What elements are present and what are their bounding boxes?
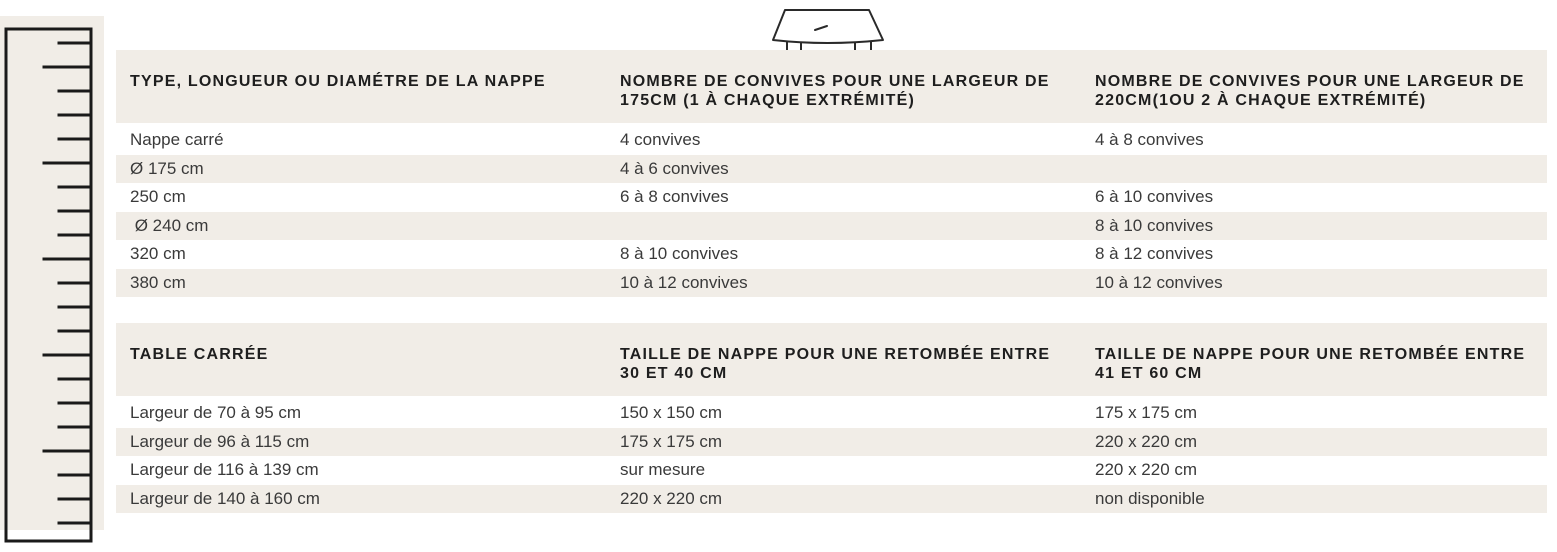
cell-type: Nappe carré xyxy=(130,130,224,149)
tablecloth-size-table xyxy=(116,323,1547,513)
header-type: TYPE, LONGUEUR OU DIAMÉTRE DE LA NAPPE xyxy=(130,73,546,90)
table-row xyxy=(116,456,1547,485)
header-table-carree: TABLE CARRÉE xyxy=(130,346,269,363)
cell-type: Ø 240 cm xyxy=(130,215,209,235)
cell-30-40: 175 x 175 cm xyxy=(620,431,723,451)
cell-220: 4 à 8 convives xyxy=(1095,130,1204,149)
cell-175: 4 à 6 convives xyxy=(620,158,729,178)
cell-41-60: non disponible xyxy=(1095,488,1205,508)
cell-41-60: 175 x 175 cm xyxy=(1095,403,1198,422)
cell-175: 10 à 12 convives xyxy=(620,272,748,292)
header-retombee-41-60: TAILLE DE NAPPE POUR UNE RETOMBÉE ENTRE 41 ET 60 CM xyxy=(1095,346,1526,382)
cell-30-40: 220 x 220 cm xyxy=(620,488,723,508)
guest-count-table xyxy=(116,50,1547,297)
cell-220: 8 à 10 convives xyxy=(1095,215,1214,235)
cell-largeur: Largeur de 70 à 95 cm xyxy=(130,403,302,422)
header-220: NOMBRE DE CONVIVES POUR UNE LARGEUR DE 220CM(1OU 2 À CHAQUE EXTRÉMITÉ) xyxy=(1095,73,1525,109)
cell-type: 380 cm xyxy=(130,272,186,292)
cell-220: 6 à 10 convives xyxy=(1095,187,1214,206)
table-row xyxy=(116,399,1547,428)
table-row xyxy=(116,155,1547,184)
cell-30-40: 150 x 150 cm xyxy=(620,403,723,422)
cell-220: 8 à 12 convives xyxy=(1095,244,1214,263)
table-row xyxy=(116,428,1547,457)
table-row xyxy=(116,240,1547,269)
table-row xyxy=(116,269,1547,298)
cell-type: 250 cm xyxy=(130,187,186,206)
table-row xyxy=(116,485,1547,514)
table-row xyxy=(116,126,1547,155)
cell-41-60: 220 x 220 cm xyxy=(1095,431,1198,451)
cell-175: 6 à 8 convives xyxy=(620,187,729,206)
table-header xyxy=(116,50,1547,123)
cell-175: 8 à 10 convives xyxy=(620,244,739,263)
header-175: NOMBRE DE CONVIVES POUR UNE LARGEUR DE 175CM (1 À CHAQUE EXTRÉMITÉ) xyxy=(620,73,1050,109)
tablecloth-icon xyxy=(771,6,891,54)
cell-220: 10 à 12 convives xyxy=(1095,272,1223,292)
cell-41-60: 220 x 220 cm xyxy=(1095,460,1198,479)
cell-175: 4 convives xyxy=(620,130,701,149)
cell-30-40: sur mesure xyxy=(620,460,706,479)
cell-largeur: Largeur de 140 à 160 cm xyxy=(130,488,320,508)
header-retombee-30-40: TAILLE DE NAPPE POUR UNE RETOMBÉE ENTRE 30 ET 40 CM xyxy=(620,346,1051,382)
table-row xyxy=(116,212,1547,241)
cell-largeur: Largeur de 96 à 115 cm xyxy=(130,431,310,451)
cell-type: Ø 175 cm xyxy=(130,158,204,178)
cell-largeur: Largeur de 116 à 139 cm xyxy=(130,460,319,479)
table-header xyxy=(116,323,1547,396)
cell-type: 320 cm xyxy=(130,244,186,263)
table-row xyxy=(116,183,1547,212)
ruler-icon xyxy=(0,0,104,552)
